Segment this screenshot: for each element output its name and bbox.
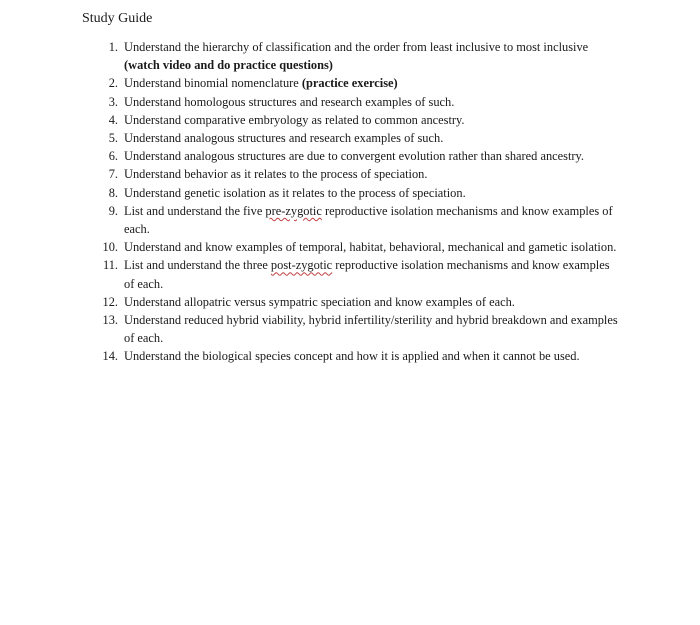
item-number: 8. [108,185,118,200]
list-item [0,293,620,311]
list-item [0,147,620,165]
item-number: 13. [102,313,118,328]
item-text: Understand reduced hybrid viability, hybrid infertility/sterility and hybrid breakdown and examples of each. [124,313,618,346]
item-text: Understand comparative embryology as related to common ancestry. [124,112,465,127]
item-number: 2. [108,76,118,91]
item-bold-text: (watch video and do practice questions) [124,58,333,73]
list-item [0,184,620,202]
item-number: 5. [108,131,118,146]
list-item [0,311,620,347]
item-number: 3. [108,94,118,109]
item-number: 9. [108,203,118,218]
list-item [0,238,620,256]
item-number: 10. [102,240,118,255]
item-number: 4. [108,112,118,127]
list-item [0,93,620,111]
item-number: 14. [102,349,118,364]
item-number: 1. [108,40,118,54]
item-bold-text: (practice exercise) [301,76,398,91]
item-text: Understand the biological species concept and how it is applied and when it cannot be used. [124,349,580,364]
study-guide-list [0,38,640,366]
item-text: Understand allopatric versus sympatric speciation and know examples of each. [124,294,515,309]
item-text: Understand the hierarchy of classification and the order from least inclusive to most inclusive [124,40,589,54]
spellcheck-flagged-word: post-zygotic [270,258,333,273]
spellcheck-flagged-word: pre-zygotic [265,203,322,218]
item-text: Understand behavior as it relates to the process of speciation. [124,167,428,182]
item-text: Understand homologous structures and research examples of such. [124,94,455,109]
list-item [0,165,620,183]
item-text: reproductive isolation mechanisms and know examples of each. [124,258,610,291]
item-text: reproductive isolation mechanisms and know examples of each. [124,203,613,237]
item-text: Understand analogous structures and research examples of such. [124,131,444,146]
item-number: 7. [108,167,118,182]
item-number: 12. [102,294,118,309]
document-title: Study Guide [82,11,153,26]
item-text: Understand binomial nomenclature [124,76,302,91]
list-item [0,111,620,129]
item-text: Understand and know examples of temporal, habitat, behavioral, mechanical and gametic isolation. [124,240,617,255]
item-text: Understand genetic isolation as it relates to the process of speciation. [124,185,466,200]
item-text: Understand analogous structures are due to convergent evolution rather than shared ancestry. [124,149,585,164]
list-item [0,347,620,365]
item-text-prefix: List and understand the five [124,203,266,218]
list-item [0,202,620,238]
list-item [0,38,620,74]
list-item [0,74,620,92]
item-number: 11. [102,258,118,273]
item-number: 6. [108,149,118,164]
list-item [0,129,620,147]
list-item [0,256,620,292]
item-text-prefix: List and understand the three [124,258,271,273]
